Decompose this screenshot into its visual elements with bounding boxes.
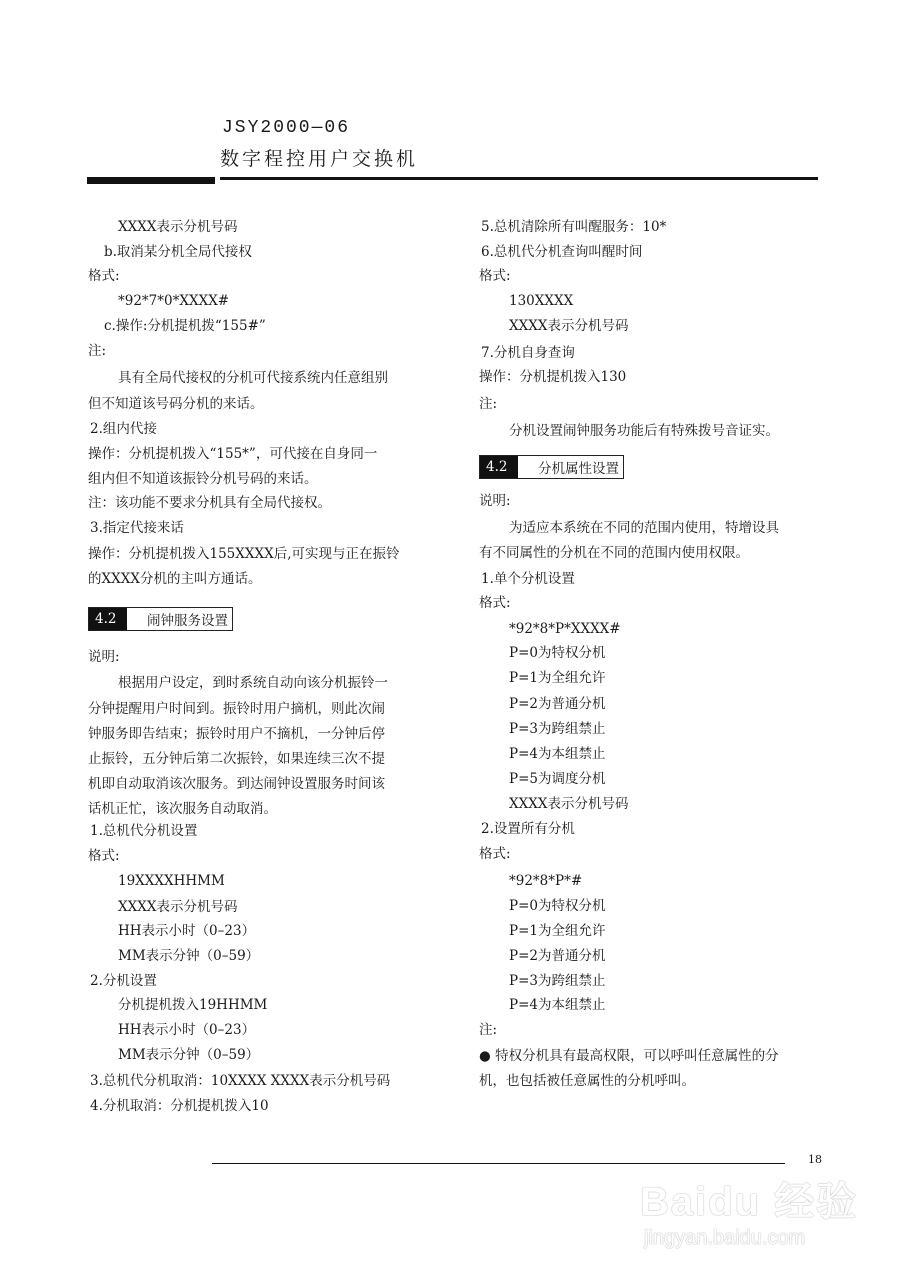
header-thin-rule bbox=[220, 177, 818, 180]
text-line: XXXX表示分机号码 bbox=[509, 318, 629, 334]
text-line: 注: bbox=[88, 343, 107, 359]
header-thick-rule bbox=[87, 177, 215, 184]
text-line: P=3为跨组禁止 bbox=[509, 721, 606, 737]
text-line: P=4为本组禁止 bbox=[509, 746, 606, 762]
text-line: 机，也包括被任意属性的分机呼叫。 bbox=[479, 1073, 695, 1089]
section-title: 闹钟服务设置 bbox=[147, 613, 228, 629]
text-line: 但不知道该号码分机的来话。 bbox=[88, 396, 264, 412]
text-line: 格式: bbox=[88, 268, 120, 284]
section-heading bbox=[479, 455, 624, 479]
section-number: 4.2 bbox=[480, 456, 518, 478]
footer-rule bbox=[212, 1163, 785, 1164]
text-line: 格式: bbox=[479, 595, 511, 611]
text-line: 6.总机代分机查询叫醒时间 bbox=[481, 244, 643, 260]
text-line: 分机提机拨入19HHMM bbox=[118, 997, 268, 1013]
text-line: 1.总机代分机设置 bbox=[90, 823, 198, 839]
document-title: 数字程控用户交换机 bbox=[220, 148, 419, 170]
document-code: JSY2000—06 bbox=[222, 118, 351, 138]
text-line: 2.组内代接 bbox=[90, 421, 157, 437]
text-line: 说明: bbox=[479, 493, 511, 509]
text-line: XXXX表示分机号码 bbox=[118, 899, 238, 915]
text-line: XXXX表示分机号码 bbox=[118, 219, 238, 235]
text-line: ● 特权分机具有最高权限，可以呼叫任意属性的分 bbox=[479, 1048, 779, 1064]
section-title: 分机属性设置 bbox=[538, 461, 619, 477]
text-line: 钟服务即告结束；振铃时用户不摘机，一分钟后停 bbox=[88, 726, 385, 742]
text-line: MM表示分钟（0–59） bbox=[118, 948, 260, 964]
text-line: P=1为全组允许 bbox=[509, 670, 606, 686]
text-line: 为适应本系统在不同的范围内使用，特增设具 bbox=[509, 520, 779, 536]
text-line: P=1为全组允许 bbox=[509, 923, 606, 939]
text-line: 5.总机清除所有叫醒服务：10* bbox=[481, 219, 667, 235]
text-line: 操作：分机提机拨入155XXXX后,可实现与正在振铃 bbox=[88, 546, 400, 562]
baidu-watermark: Baidu 经验 jingyan.baidu.com bbox=[640, 1180, 859, 1249]
text-line: 注: bbox=[479, 1022, 498, 1038]
text-line: 有不同属性的分机在不同的范围内使用权限。 bbox=[479, 545, 749, 561]
text-line: 说明: bbox=[88, 649, 120, 665]
section-heading bbox=[88, 607, 233, 631]
section-number: 4.2 bbox=[89, 608, 127, 630]
text-line: 操作：分机提机拨入“155*”，可代接在自身同一 bbox=[88, 446, 378, 462]
text-line: *92*7*0*XXXX# bbox=[118, 293, 230, 309]
text-line: P=5为调度分机 bbox=[509, 771, 606, 787]
text-line: 1.单个分机设置 bbox=[481, 571, 575, 587]
text-line: XXXX表示分机号码 bbox=[509, 796, 629, 812]
text-line: 2.分机设置 bbox=[90, 973, 157, 989]
text-line: 止振铃，五分钟后第二次振铃，如果连续三次不提 bbox=[88, 751, 385, 767]
text-line: 注：该功能不要求分机具有全局代接权。 bbox=[88, 495, 331, 511]
page-number: 18 bbox=[808, 1153, 822, 1166]
text-line: 130XXXX bbox=[509, 293, 574, 309]
text-line: c.操作:分机提机拨“155#” bbox=[104, 318, 266, 334]
text-line: 具有全局代接权的分机可代接系统内任意组别 bbox=[118, 370, 388, 386]
text-line: HH表示小时（0–23） bbox=[118, 923, 256, 939]
text-line: P=2为普通分机 bbox=[509, 948, 606, 964]
text-line: 格式: bbox=[479, 846, 511, 862]
text-line: 根据用户设定，到时系统自动向该分机振铃一 bbox=[118, 675, 388, 691]
text-line: 3.指定代接来话 bbox=[90, 520, 184, 536]
text-line: 的XXXX分机的主叫方通话。 bbox=[88, 571, 262, 587]
text-line: 格式: bbox=[88, 848, 120, 864]
text-line: 注: bbox=[479, 396, 498, 412]
text-line: P=0为特权分机 bbox=[509, 645, 606, 661]
text-line: 3.总机代分机取消：10XXXX XXXX表示分机号码 bbox=[90, 1073, 391, 1089]
text-line: 分钟提醒用户时间到。振铃时用户摘机，则此次闹 bbox=[88, 701, 385, 717]
text-line: 格式: bbox=[479, 268, 511, 284]
text-line: P=3为跨组禁止 bbox=[509, 973, 606, 989]
text-line: b.取消某分机全局代接权 bbox=[104, 244, 252, 260]
text-line: 2.设置所有分机 bbox=[481, 821, 575, 837]
text-line: 7.分机自身查询 bbox=[481, 345, 575, 361]
text-line: *92*8*P*XXXX# bbox=[509, 621, 621, 637]
text-line: 机即自动取消该次服务。到达闹钟设置服务时间该 bbox=[88, 776, 385, 792]
text-line: 组内但不知道该振铃分机号码的来话。 bbox=[88, 471, 318, 487]
text-line: *92*8*P*# bbox=[509, 873, 583, 889]
text-line: P=2为普通分机 bbox=[509, 696, 606, 712]
text-line: 4.分机取消：分机提机拨入10 bbox=[90, 1098, 269, 1114]
text-line: 分机设置闹钟服务功能后有特殊拨号音证实。 bbox=[509, 423, 779, 439]
text-line: P=4为本组禁止 bbox=[509, 997, 606, 1013]
text-line: P=0为特权分机 bbox=[509, 898, 606, 914]
text-line: HH表示小时（0–23） bbox=[118, 1022, 256, 1038]
text-line: 19XXXXHHMM bbox=[118, 873, 225, 889]
text-line: 话机正忙，该次服务自动取消。 bbox=[88, 801, 277, 817]
text-line: MM表示分钟（0–59） bbox=[118, 1047, 260, 1063]
text-line: 操作：分机提机拨入130 bbox=[479, 369, 627, 385]
